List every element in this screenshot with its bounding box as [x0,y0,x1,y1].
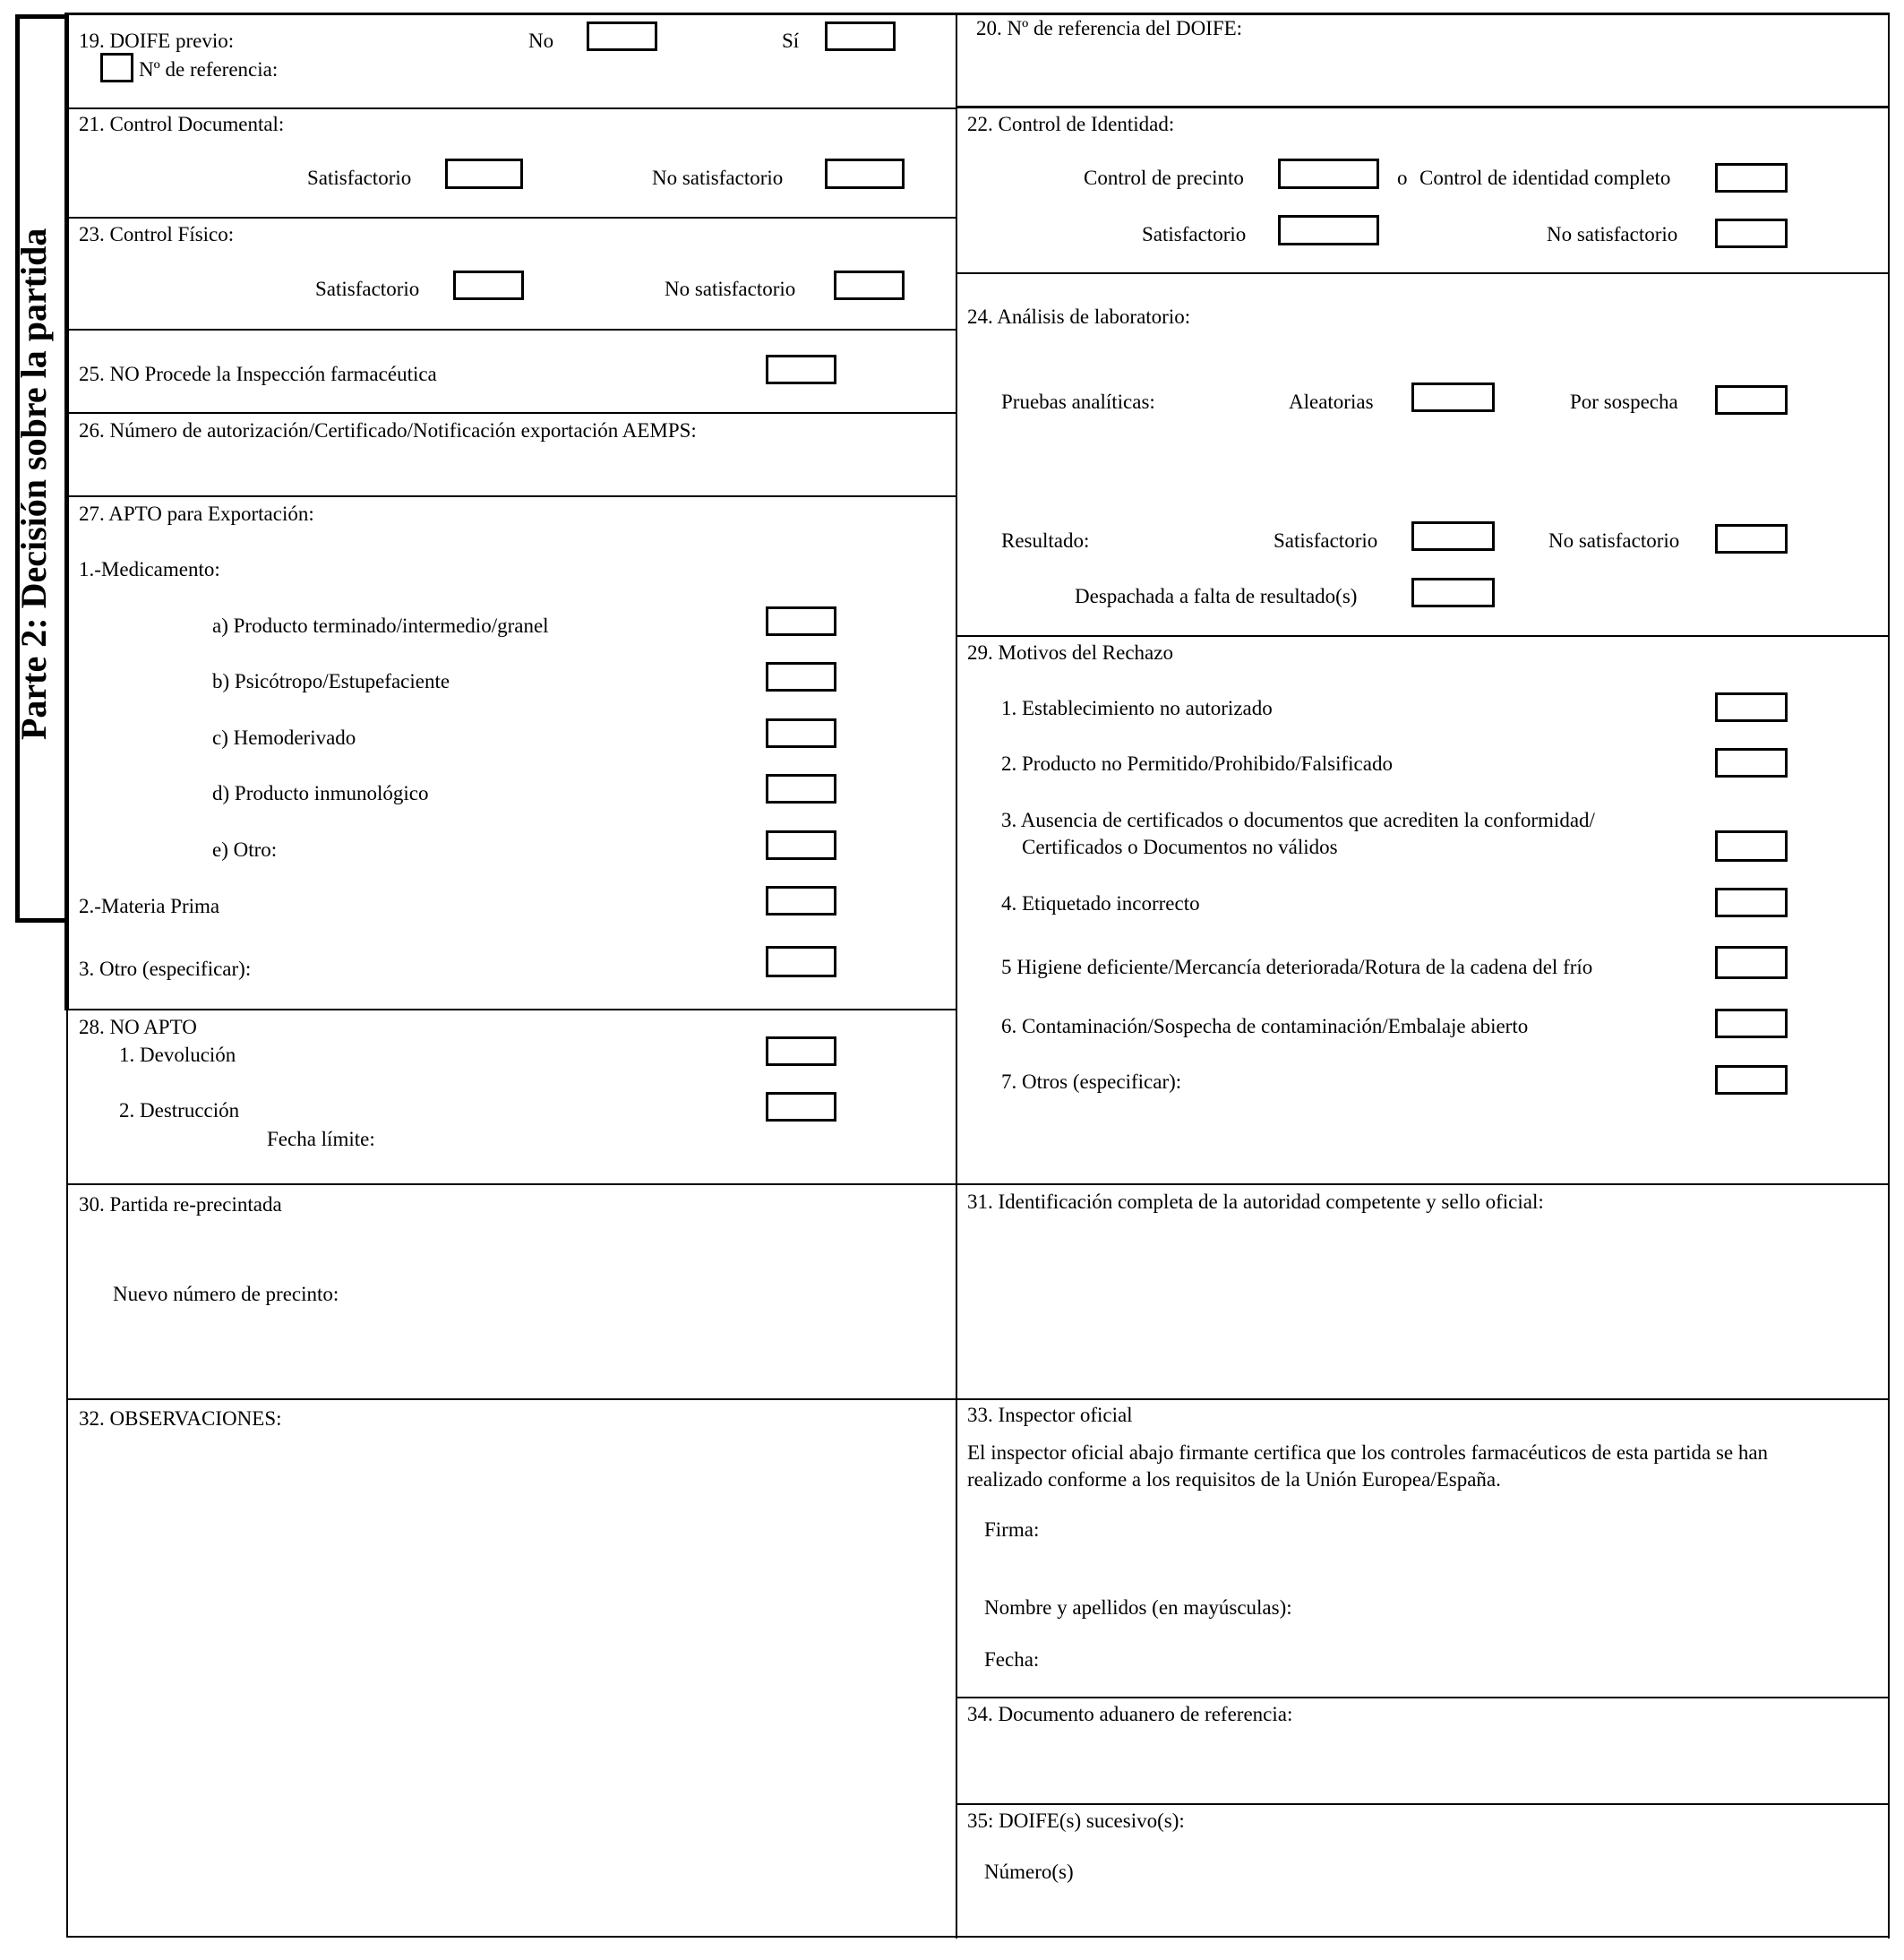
frame-bottom [66,1936,1890,1938]
field-31-title: 31. Identificación completa de la autoridad competente y sello oficial: [967,1191,1544,1213]
field-33-date-label: Fecha: [984,1648,1040,1671]
field-27-title: 27. APTO para Exportación: [79,503,314,525]
field-34-title: 34. Documento aduanero de referencia: [967,1703,1293,1725]
field-29-r6-checkbox[interactable] [1715,1009,1788,1038]
divider-23-25 [66,329,956,331]
field-27-e-checkbox[interactable] [766,830,836,860]
field-22-seal-checkbox[interactable] [1278,159,1379,189]
field-24-random-label: Aleatorias [1289,391,1374,413]
field-19-ref-label: Nº de referencia: [139,58,279,81]
field-24-dispatched-label: Despachada a falta de resultado(s) [1075,585,1358,607]
field-19-title: 19. DOIFE previo: [79,30,235,52]
field-27-raw-label: 2.-Materia Prima [79,895,220,917]
field-30-seal-label: Nuevo número de precinto: [113,1283,339,1305]
center-divider [956,13,957,1939]
field-28-deadline-label: Fecha límite: [267,1128,375,1150]
field-24-ok-label: Satisfactorio [1274,529,1378,552]
divider-21-23 [66,217,956,219]
field-21-nok-label: No satisfactorio [652,167,784,189]
field-24-suspect-checkbox[interactable] [1715,385,1788,415]
field-24-nok-label: No satisfactorio [1548,529,1680,552]
field-24-ok-checkbox[interactable] [1411,521,1495,551]
field-24-random-checkbox[interactable] [1411,383,1495,412]
field-21-nok-checkbox[interactable] [825,159,905,189]
field-29-r6-label: 6. Contaminación/Sospecha de contaminación/Embalaje abierto [1001,1015,1529,1037]
field-26-title: 26. Número de autorización/Certificado/Notificación exportación AEMPS: [79,419,697,442]
divider-24-29 [956,635,1890,637]
divider-27-28 [66,1009,956,1010]
divider-20-22 [956,106,1890,108]
field-27-med-label: 1.-Medicamento: [79,558,220,580]
field-29-r7-checkbox[interactable] [1715,1065,1788,1095]
frame-left-lower [66,1009,68,1938]
field-35-title: 35: DOIFE(s) sucesivo(s): [967,1810,1185,1832]
field-23-ok-checkbox[interactable] [453,271,524,300]
field-24-dispatched-checkbox[interactable] [1411,578,1495,607]
field-20-title: 20. Nº de referencia del DOIFE: [976,17,1243,39]
field-25-title: 25. NO Procede la Inspección farmacéutica [79,363,437,385]
frame-right [1888,13,1890,1939]
field-22-nok-checkbox[interactable] [1715,219,1788,248]
field-33-name-label: Nombre y apellidos (en mayúsculas): [984,1596,1292,1619]
field-27-d-label: d) Producto inmunológico [212,782,429,804]
frame-top [64,13,1890,15]
divider-28-30 [66,1183,956,1185]
field-24-tests-label: Pruebas analíticas: [1001,391,1155,413]
field-24-result-label: Resultado: [1001,529,1090,552]
field-28-destroy-checkbox[interactable] [766,1092,836,1122]
field-32-title: 32. OBSERVACIONES: [79,1407,282,1430]
field-33-text-line2: realizado conforme a los requisitos de la Unión Europea/España. [967,1468,1501,1491]
field-27-b-label: b) Psicótropo/Estupefaciente [212,670,450,692]
field-23-ok-label: Satisfactorio [315,278,420,300]
field-27-a-checkbox[interactable] [766,606,836,636]
field-24-suspect-label: Por sospecha [1570,391,1678,413]
field-19-no-checkbox[interactable] [587,21,657,51]
divider-33-34 [956,1697,1890,1698]
field-28-destroy-label: 2. Destrucción [119,1099,240,1122]
divider-19-21 [66,107,956,109]
side-bracket-bottom [15,918,67,923]
divider-34-35 [956,1803,1890,1805]
field-29-r7-label: 7. Otros (especificar): [1001,1070,1182,1093]
field-22-full-label: Control de identidad completo [1419,167,1671,189]
field-27-other-checkbox[interactable] [766,946,836,977]
field-23-nok-checkbox[interactable] [834,271,905,300]
field-22-ok-checkbox[interactable] [1278,215,1379,245]
field-27-raw-checkbox[interactable] [766,886,836,916]
field-29-r1-label: 1. Establecimiento no autorizado [1001,697,1273,719]
field-19-si-label: Sí [782,30,800,52]
field-28-title: 28. NO APTO [79,1016,197,1038]
field-29-r5-label: 5 Higiene deficiente/Mercancía deteriorada/Rotura de la cadena del frío [1001,956,1593,978]
field-19-si-checkbox[interactable] [825,21,896,51]
field-29-r3a-label: 3. Ausencia de certificados o documentos que acrediten la conformidad/ [1001,809,1595,831]
field-33-title: 33. Inspector oficial [967,1404,1133,1426]
field-33-text-line1: El inspector oficial abajo firmante certifica que los controles farmacéuticos de esta partida se han [967,1441,1769,1464]
field-22-title: 22. Control de Identidad: [967,113,1175,135]
field-25-checkbox[interactable] [766,355,836,384]
divider-29-31 [956,1183,1890,1185]
side-bracket-top [15,14,67,19]
field-35-number-label: Número(s) [984,1861,1074,1883]
field-27-c-checkbox[interactable] [766,718,836,748]
field-27-b-checkbox[interactable] [766,662,836,692]
field-21-title: 21. Control Documental: [79,113,285,135]
field-27-a-label: a) Producto terminado/intermedio/granel [212,615,549,637]
frame-left [64,14,69,1010]
field-29-title: 29. Motivos del Rechazo [967,641,1173,664]
divider-31-33 [956,1398,1890,1400]
divider-26-27 [66,495,956,497]
field-19-ref-checkbox[interactable] [100,53,133,82]
field-23-title: 23. Control Físico: [79,223,235,245]
field-28-return-checkbox[interactable] [766,1036,836,1066]
field-22-ok-label: Satisfactorio [1142,223,1247,245]
field-21-ok-checkbox[interactable] [445,159,523,189]
field-29-r2-label: 2. Producto no Permitido/Prohibido/Falsificado [1001,752,1393,775]
field-27-c-label: c) Hemoderivado [212,726,356,749]
field-29-r4-checkbox[interactable] [1715,888,1788,917]
divider-30-32 [66,1398,956,1400]
field-21-ok-label: Satisfactorio [307,167,412,189]
field-28-return-label: 1. Devolución [119,1044,236,1066]
field-29-r3b-label: Certificados o Documentos no válidos [1022,836,1338,858]
field-29-r2-checkbox[interactable] [1715,748,1788,778]
field-24-title: 24. Análisis de laboratorio: [967,305,1191,328]
side-label: Parte 2: Decisión sobre la partida [13,228,54,740]
field-33-sign-label: Firma: [984,1518,1040,1541]
field-29-r4-label: 4. Etiquetado incorrecto [1001,892,1200,915]
field-30-title: 30. Partida re-precintada [79,1193,282,1216]
field-22-full-checkbox[interactable] [1715,163,1788,193]
divider-22-24 [956,272,1890,274]
field-24-nok-checkbox[interactable] [1715,524,1788,554]
field-22-nok-label: No satisfactorio [1547,223,1678,245]
field-23-nok-label: No satisfactorio [665,278,796,300]
field-27-e-label: e) Otro: [212,838,278,861]
field-29-r1-checkbox[interactable] [1715,692,1788,722]
field-22-seal-label: Control de precinto [1084,167,1244,189]
field-27-other-label: 3. Otro (especificar): [79,958,252,980]
field-27-d-checkbox[interactable] [766,774,836,804]
field-22-or-label: o [1397,167,1408,189]
field-29-r5-checkbox[interactable] [1715,946,1788,979]
field-29-r3-checkbox[interactable] [1715,830,1788,862]
divider-25-26 [66,412,956,414]
field-19-no-label: No [528,30,554,52]
